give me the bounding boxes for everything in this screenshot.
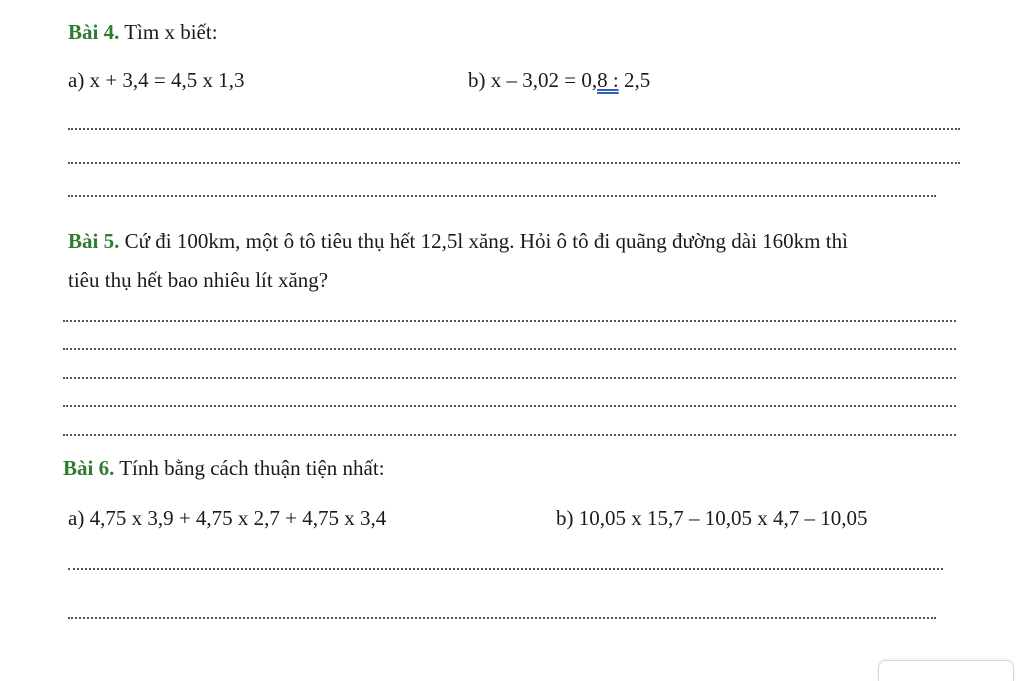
bai4-part-b bbox=[468, 67, 650, 93]
answer-line-6-2 bbox=[68, 617, 936, 619]
answer-line-4-2 bbox=[68, 162, 960, 164]
bai4-part-b-pre: b) x – 3,02 = 0, bbox=[468, 68, 598, 92]
answer-line-5-3 bbox=[63, 377, 956, 379]
bai5-text1: Cứ đi 100km, một ô tô tiêu thụ hết 12,5l xăng. Hỏi ô tô đi quãng đường dài 160km thì bbox=[119, 229, 848, 253]
answer-line-5-2 bbox=[63, 348, 956, 350]
bai5-line2: tiêu thụ hết bao nhiêu lít xăng? bbox=[68, 268, 329, 292]
bai6-part-b: b) 10,05 x 15,7 – 10,05 x 4,7 – 10,05 bbox=[556, 506, 868, 530]
bai6-part-a: a) 4,75 x 3,9 + 4,75 x 2,7 + 4,75 x 3,4 bbox=[68, 506, 387, 530]
bai4-part-b-mark: 8 : bbox=[597, 68, 619, 92]
bai6-heading bbox=[63, 455, 385, 481]
bai4-label: Bài 4. bbox=[68, 20, 120, 44]
answer-line-5-5 bbox=[63, 434, 956, 436]
bai5-label: Bài 5. bbox=[68, 229, 120, 253]
bai4-title: Tìm x biết: bbox=[119, 20, 218, 44]
answer-line-4-3 bbox=[68, 195, 936, 197]
bai6-title: Tính bằng cách thuận tiện nhất: bbox=[114, 456, 385, 480]
answer-line-5-4 bbox=[63, 405, 956, 407]
answer-line-6-1 bbox=[68, 568, 943, 570]
bai6-label: Bài 6. bbox=[63, 456, 115, 480]
corner-tab bbox=[878, 660, 1014, 681]
bai4-part-a: a) x + 3,4 = 4,5 x 1,3 bbox=[68, 68, 245, 92]
answer-line-5-1 bbox=[63, 320, 956, 322]
bai4-part-b-post: 2,5 bbox=[618, 68, 651, 92]
bai5-line1 bbox=[68, 228, 848, 254]
bai4-heading bbox=[68, 19, 218, 45]
answer-line-4-1 bbox=[68, 128, 960, 130]
